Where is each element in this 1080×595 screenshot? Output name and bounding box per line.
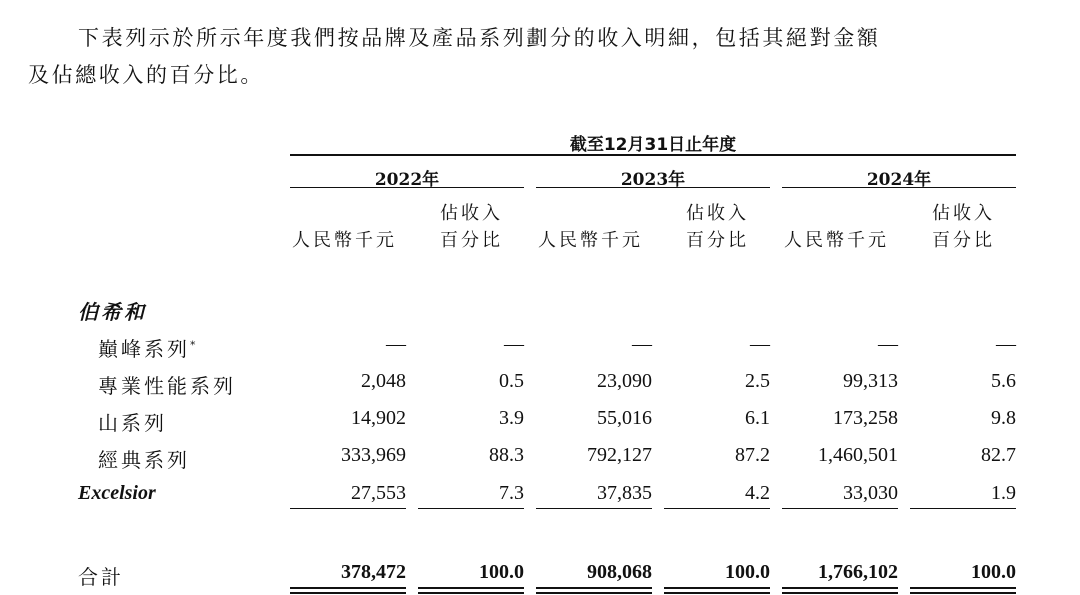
footnote-marker: * <box>190 338 199 352</box>
total-cell: 908,068 <box>587 561 652 583</box>
total-double-rule <box>536 592 652 594</box>
table-cell: 333,969 <box>341 444 406 466</box>
table-cell: 23,090 <box>597 370 652 392</box>
total-double-rule <box>664 592 770 594</box>
intro-line-2: 及佔總收入的百分比。 <box>28 63 264 87</box>
subtotal-rule <box>418 508 524 509</box>
table-cell: — <box>996 333 1016 355</box>
row-label-classic: 經典系列 <box>98 448 190 472</box>
table-cell: — <box>386 333 406 355</box>
header-rule <box>290 154 1016 156</box>
table-cell: 88.3 <box>489 444 524 466</box>
total-double-rule <box>418 587 524 589</box>
table-cell: 1,460,501 <box>818 444 898 466</box>
col-amount-2023: 人民幣千元 <box>538 230 643 251</box>
total-cell: 100.0 <box>725 561 770 583</box>
table-cell: 14,902 <box>351 407 406 429</box>
group-label: 伯希和 <box>78 300 147 324</box>
table-cell: 99,313 <box>843 370 898 392</box>
table-cell: 173,258 <box>833 407 898 429</box>
table-cell: 2,048 <box>361 370 406 392</box>
row-label-pro-performance: 專業性能系列 <box>98 374 236 398</box>
table-cell: — <box>878 333 898 355</box>
total-double-rule <box>782 587 898 589</box>
col-pct-line1-2023: 佔收入 <box>686 203 749 224</box>
total-double-rule <box>910 592 1016 594</box>
table-cell: 82.7 <box>981 444 1016 466</box>
col-pct-line2-2022: 百分比 <box>440 230 503 251</box>
col-pct-line2-2023: 百分比 <box>686 230 749 251</box>
row-label-excelsior: Excelsior <box>78 482 156 504</box>
table-cell: 37,835 <box>597 482 652 504</box>
table-cell: 7.3 <box>499 482 524 504</box>
total-double-rule <box>290 587 406 589</box>
year-header-2022: 2022年 <box>374 170 440 190</box>
table-cell: 1.9 <box>991 482 1016 504</box>
total-double-rule <box>290 592 406 594</box>
col-pct-line1-2022: 佔收入 <box>440 203 503 224</box>
total-double-rule <box>910 587 1016 589</box>
table-cell: 2.5 <box>745 370 770 392</box>
total-double-rule <box>782 592 898 594</box>
subtotal-rule <box>782 508 898 509</box>
row-label-peak: 巔峰系列* <box>98 337 199 361</box>
total-cell: 100.0 <box>971 561 1016 583</box>
col-pct-line1-2024: 佔收入 <box>932 203 995 224</box>
total-label: 合計 <box>78 565 124 589</box>
table-cell: 792,127 <box>587 444 652 466</box>
table-cell: — <box>504 333 524 355</box>
table-cell: 6.1 <box>745 407 770 429</box>
year-header-2023: 2023年 <box>620 170 686 190</box>
year-rule-2022 <box>290 187 524 188</box>
intro-paragraph <box>28 20 1028 94</box>
subtotal-rule <box>910 508 1016 509</box>
table-cell: 87.2 <box>735 444 770 466</box>
col-amount-2024: 人民幣千元 <box>784 230 889 251</box>
period-header: 截至12月31日止年度 <box>569 135 737 155</box>
table-cell: 4.2 <box>745 482 770 504</box>
subtotal-rule <box>536 508 652 509</box>
total-double-rule <box>418 592 524 594</box>
total-cell: 378,472 <box>341 561 406 583</box>
col-amount-2022: 人民幣千元 <box>292 230 397 251</box>
table-cell: 55,016 <box>597 407 652 429</box>
table-cell: 9.8 <box>991 407 1016 429</box>
table-cell: 0.5 <box>499 370 524 392</box>
intro-line-1: 下表列示於所示年度我們按品牌及產品系列劃分的收入明細，包括其絕對金額 <box>78 26 881 50</box>
table-cell: — <box>632 333 652 355</box>
row-label-mountain: 山系列 <box>98 411 167 435</box>
subtotal-rule <box>664 508 770 509</box>
table-cell: 27,553 <box>351 482 406 504</box>
col-pct-line2-2024: 百分比 <box>932 230 995 251</box>
table-cell: — <box>750 333 770 355</box>
total-double-rule <box>664 587 770 589</box>
table-cell: 3.9 <box>499 407 524 429</box>
year-header-2024: 2024年 <box>866 170 932 190</box>
table-cell: 5.6 <box>991 370 1016 392</box>
total-double-rule <box>536 587 652 589</box>
subtotal-rule <box>290 508 406 509</box>
table-cell: 33,030 <box>843 482 898 504</box>
total-cell: 100.0 <box>479 561 524 583</box>
total-cell: 1,766,102 <box>818 561 898 583</box>
year-rule-2023 <box>536 187 770 188</box>
year-rule-2024 <box>782 187 1016 188</box>
